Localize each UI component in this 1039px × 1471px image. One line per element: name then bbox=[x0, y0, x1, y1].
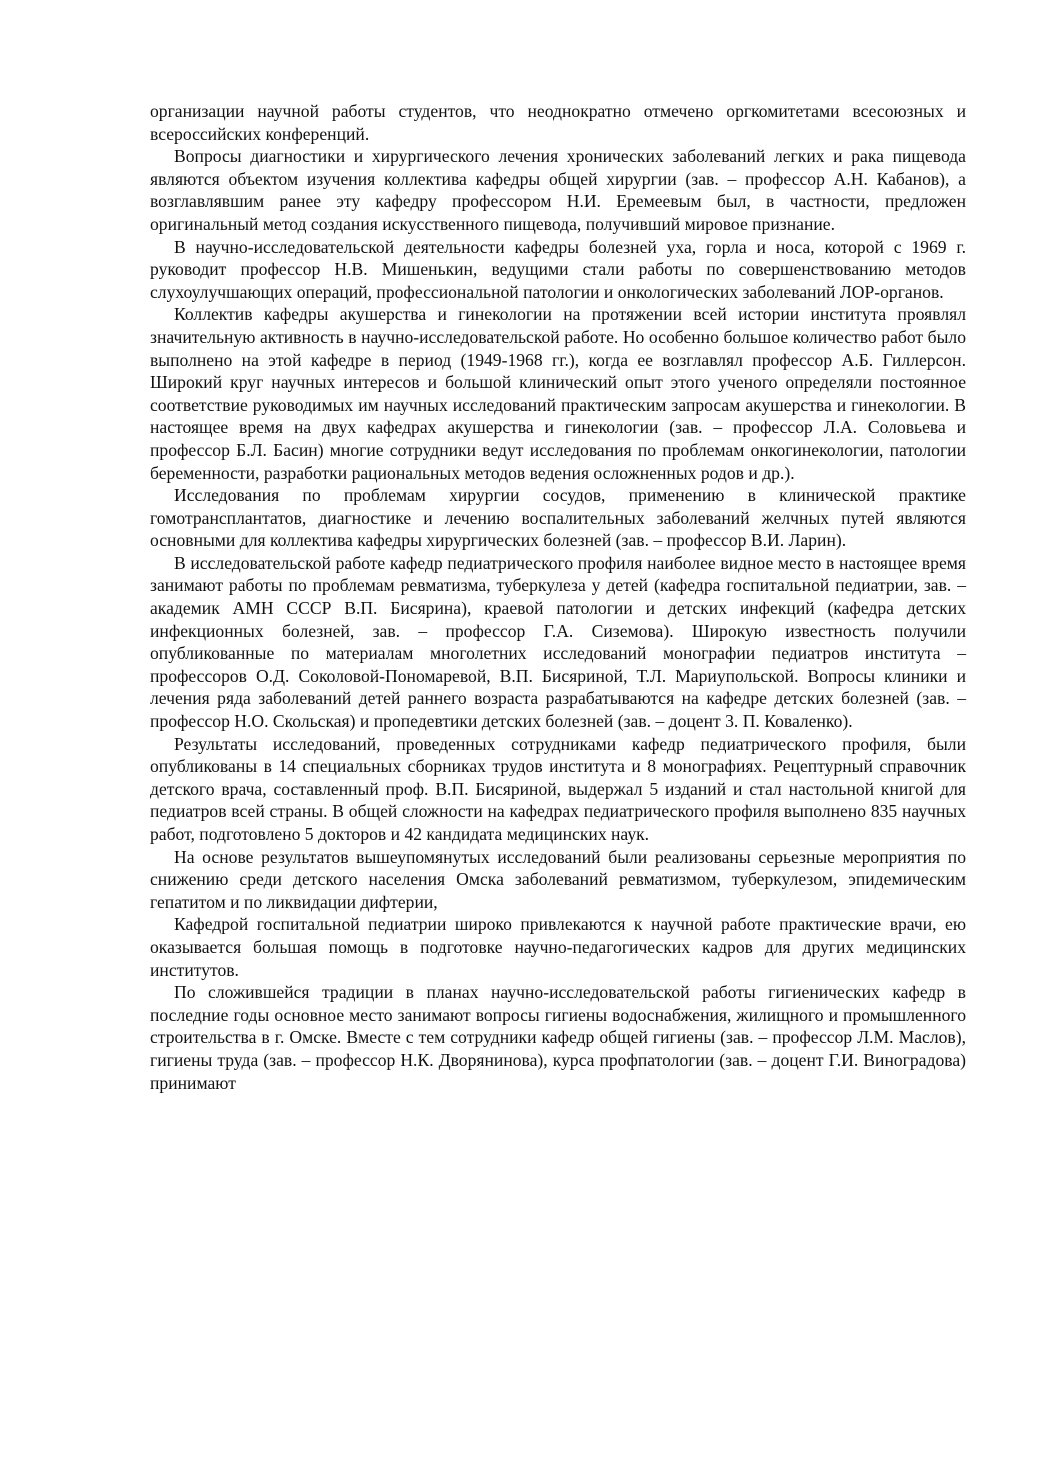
document-page bbox=[150, 100, 966, 1094]
paragraph-general-surgery: Вопросы диагностики и хирургического лечения хронических заболеваний легких и рака пищевода являются объектом изучения коллектива кафедры общей хирургии (зав. – профессор А.Н. Кабанов), а возглавлявшим ранее эту кафедру профессором Н.И. Еремеевым был, в частности, предложен оригинальный метод создания искусственного пищевода, получивший мировое признание. bbox=[150, 146, 966, 234]
paragraph-vascular-surgery: Исследования по проблемам хирургии сосудов, применению в клинической практике гомотрансплантатов, диагностике и лечению воспалительных заболеваний желчных путей являются основными для коллектива кафедры хирургических болезней (зав. – профессор В.И. Ларин). bbox=[150, 485, 966, 551]
paragraph-continued: организации научной работы студентов, что неоднократно отмечено оргкомитетами всесоюзных и всероссийских конференций. bbox=[150, 101, 966, 144]
paragraph-measures: На основе результатов вышеупомянутых исследований были реализованы серьезные мероприятия по снижению среди детского населения Омска заболеваний ревматизмом, туберкулезом, эпидемическим гепатитом и по ликвидации дифтерии, bbox=[150, 846, 966, 912]
paragraph-hygiene: По сложившейся традиции в планах научно-исследовательской работы гигиенических кафедр в последние годы основное место занимают вопросы гигиены водоснабжения, жилищного и промышленного строительства в г. Омске. Вместе с тем сотрудники кафедр общей гигиены (зав. – профессор Л.М. Маслов), гигиены труда (зав. – профессор Н.К. Дворянинова), курса профпатологии (зав. – доцент Г.И. Виноградова) принимают bbox=[150, 982, 966, 1093]
paragraph-obstetrics: Коллектив кафедры акушерства и гинекологии на протяжении всей истории института проявлял значительную активность в научно-исследовательской работе. Но особенно большое количество работ было выполнено на этой кафедре в период (1949-1968 гг.), когда ее возглавлял профессор А.Б. Гиллерсон. Широкий круг научных интересов и большой клинический опыт этого ученого определяли постоянное соответствие руководимых им научных исследований практическим запросам акушерства и гинекологии. В настоящее время на двух кафедрах акушерства и гинекологии (зав. – профессор Л.А. Соловьева и профессор Б.Л. Басин) многие сотрудники ведут исследования по проблемам онкогинекологии, патологии беременности, разработки рациональных методов ведения осложненных родов и др.). bbox=[150, 304, 966, 483]
paragraph-ent: В научно-исследовательской деятельности кафедры болезней уха, горла и носа, которой с 1969 г. руководит профессор Н.В. Мишенькин, ведущими стали работы по совершенствованию методов слухоулучшающих операций, профессиональной патологии и онкологических заболеваний ЛОР-органов. bbox=[150, 236, 966, 302]
paragraph-pediatrics: В исследовательской работе кафедр педиатрического профиля наиболее видное место в настоящее время занимают работы по проблемам ревматизма, туберкулеза у детей (кафедра госпитальной педиатрии, зав. – академик АМН СССР В.П. Бисярина), краевой патологии и детских инфекций (кафедра детских инфекционных болезней, зав. – профессор Г.А. Сиземова). Широкую известность получили опубликованные по материалам многолетних исследований монографии педиатров института – профессоров О.Д. Соколовой-Пономаревой, В.П. Бисяриной, Т.Л. Мариупольской. Вопросы клиники и лечения ряда заболеваний детей раннего возраста разрабатываются на кафедре детских болезней (зав. – профессор Н.О. Скольская) и пропедевтики детских болезней (зав. – доцент 3. П. Коваленко). bbox=[150, 552, 966, 732]
paragraph-pediatric-results: Результаты исследований, проведенных сотрудниками кафедр педиатрического профиля, были опубликованы в 14 специальных сборниках трудов института и 8 монографиях. Рецептурный справочник детского врача, составленный проф. В.П. Бисяриной, выдержал 5 изданий и стал настольной книгой для педиатров всей страны. В общей сложности на кафедрах педиатрического профиля выполнено 835 научных работ, подготовлено 5 докторов и 42 кандидата медицинских наук. bbox=[150, 733, 966, 844]
paragraph-hospital-pediatrics: Кафедрой госпитальной педиатрии широко привлекаются к научной работе практические врачи, ею оказывается большая помощь в подготовке научно-педагогических кадров для других медицинских институтов. bbox=[150, 914, 966, 980]
